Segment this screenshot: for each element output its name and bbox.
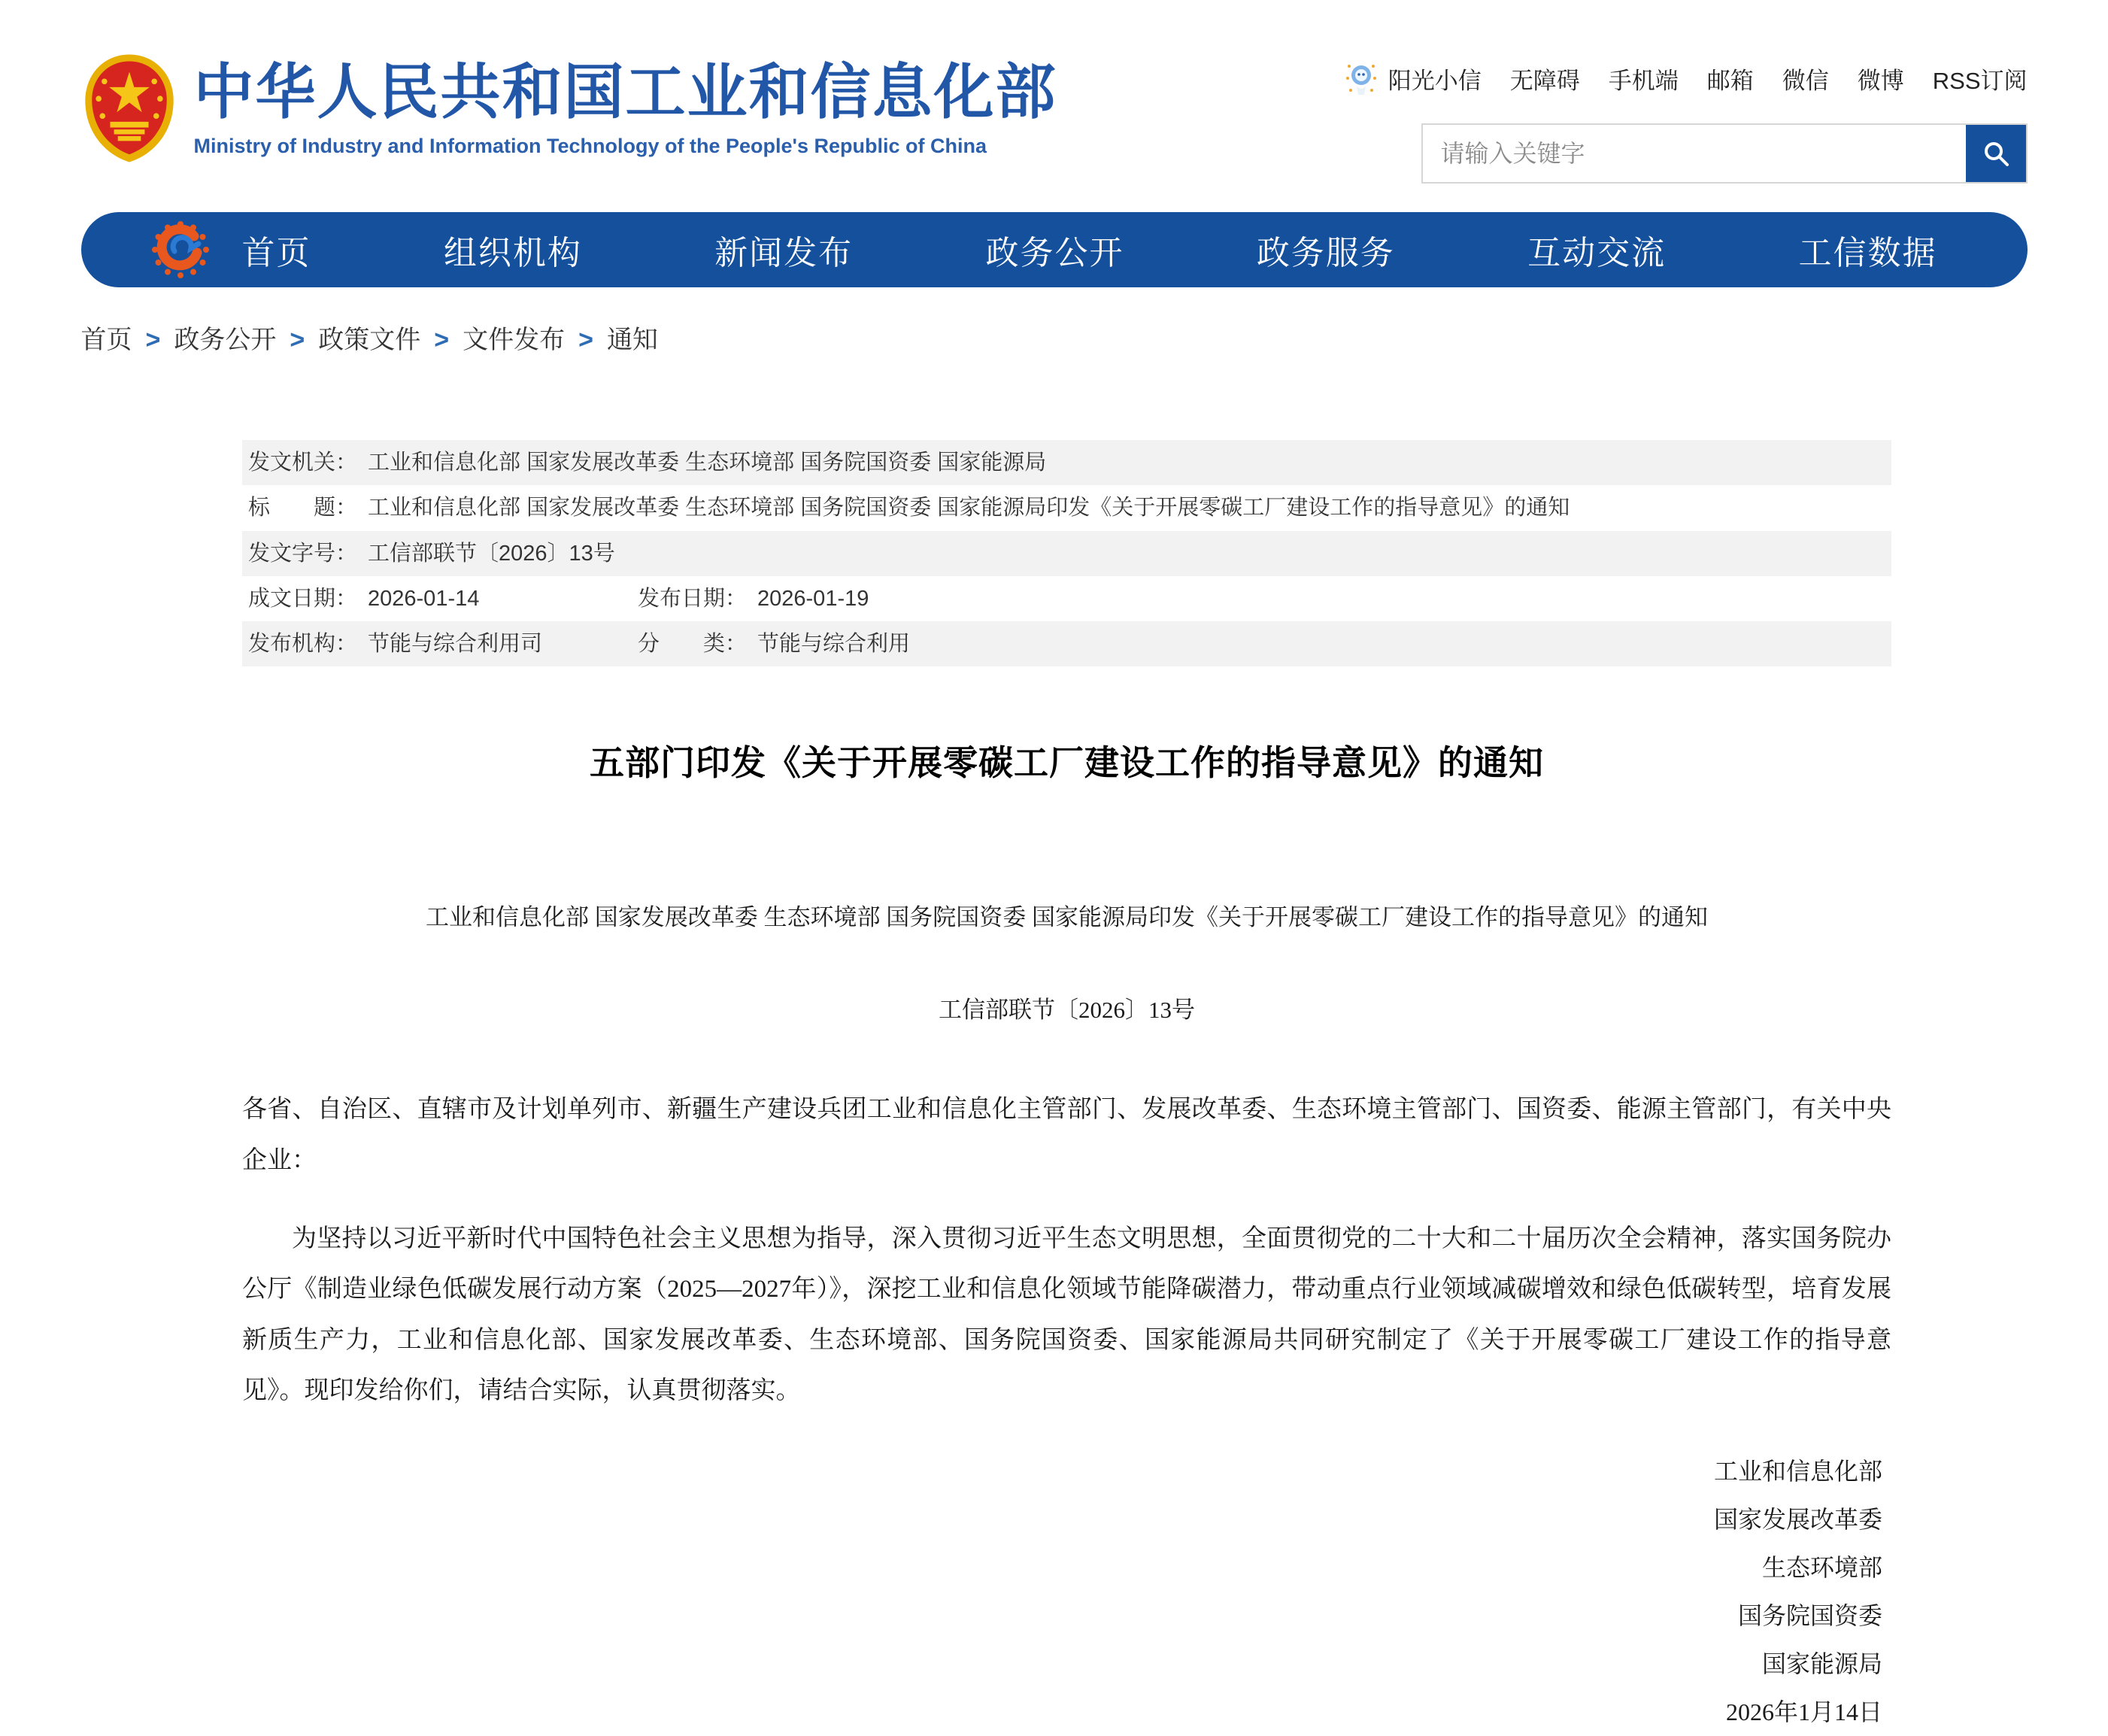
breadcrumb-file-release[interactable]: > 文件发布 [420, 319, 565, 356]
meta-label: 发文机关： [248, 451, 358, 475]
meta-label: 成文日期： [248, 586, 358, 611]
meta-cell-publish-date [638, 585, 869, 612]
meta-value: 节能与综合利用 [757, 632, 911, 656]
nav-item-miit-data[interactable]: 工信数据 [1798, 235, 1937, 272]
document-number: 工信部联节〔2026〕13号 [939, 997, 1195, 1024]
meta-cell-category [638, 630, 910, 657]
meta-row-doc-number [242, 531, 1891, 576]
signature-line: 国务院国资委 [1737, 1602, 1882, 1630]
meta-value: 2026-01-14 [368, 586, 480, 611]
mascot-icon [1345, 60, 1378, 96]
meta-label: 发文字号： [248, 541, 358, 566]
site-title-cn: 中华人民共和国工业和信息化部 [193, 58, 1057, 126]
utility-link-mail[interactable]: 邮箱 [1706, 67, 1754, 94]
utility-links [1345, 60, 2028, 96]
breadcrumb-home[interactable]: 首页 [80, 326, 132, 354]
search-button[interactable] [1966, 125, 2026, 182]
national-emblem-icon [81, 53, 177, 164]
nav-item-gov-service[interactable]: 政务服务 [1256, 235, 1395, 272]
meta-value: 工信部联节〔2026〕13号 [368, 541, 615, 566]
document-title: 五部门印发《关于开展零碳工厂建设工作的指导意见》的通知 [590, 743, 1544, 783]
document-meta-table [242, 440, 1891, 666]
utility-link-weibo[interactable]: 微博 [1857, 67, 1904, 94]
breadcrumb-policy-files[interactable]: > 政策文件 [276, 319, 420, 356]
utility-link-accessibility[interactable]: 无障碍 [1509, 67, 1580, 94]
signature-line: 工业和信息化部 [1713, 1458, 1882, 1486]
utility-link-wechat[interactable]: 微信 [1782, 67, 1829, 94]
search-box [1421, 123, 2028, 184]
search-icon [1980, 138, 2012, 169]
header-right [1345, 53, 2028, 184]
utility-link-rss[interactable]: RSS订阅 [1932, 67, 2028, 94]
meta-row-dates [242, 576, 1891, 621]
utility-link-sunshine[interactable]: 阳光小信 [1388, 67, 1482, 94]
signature-line: 生态环境部 [1761, 1554, 1882, 1582]
meta-value: 2026-01-19 [757, 586, 869, 611]
meta-row-publisher-category [242, 621, 1891, 666]
signature-block [242, 1447, 1891, 1736]
signature-date: 2026年1月14日 [1725, 1698, 1882, 1726]
nav-item-interaction[interactable]: 互动交流 [1527, 235, 1667, 272]
breadcrumb [81, 319, 2028, 356]
meta-value: 工业和信息化部 国家发展改革委 生态环境部 国务院国资委 国家能源局 [368, 451, 1047, 475]
nav-item-gov-open[interactable]: 政务公开 [985, 235, 1124, 272]
nav-item-news[interactable]: 新闻发布 [714, 235, 854, 272]
meta-row-issuing-agency [242, 440, 1891, 485]
main-nav [81, 212, 2028, 287]
breadcrumb-current: > 通知 [565, 319, 658, 356]
document-body [242, 1085, 1891, 1417]
meta-value: 工业和信息化部 国家发展改革委 生态环境部 国务院国资委 国家能源局印发《关于开展零碳工厂建设工作的指导意见》的通知 [368, 496, 1570, 520]
signature-line: 国家发展改革委 [1713, 1506, 1882, 1534]
meta-row-title [242, 485, 1891, 530]
document-content [242, 440, 1891, 1736]
site-header [81, 0, 2028, 184]
document-subtitle: 工业和信息化部 国家发展改革委 生态环境部 国务院国资委 国家能源局印发《关于开展零碳工厂建设工作的指导意见》的通知 [426, 904, 1708, 931]
utility-link-mobile[interactable]: 手机端 [1608, 67, 1679, 94]
meta-label: 标 题： [248, 496, 358, 520]
meta-cell-written-date [248, 585, 638, 612]
meta-cell-publisher [248, 630, 638, 657]
signature-line: 国家能源局 [1761, 1650, 1882, 1678]
meta-value: 节能与综合利用司 [368, 632, 543, 656]
miit-gear-logo-icon [149, 218, 212, 281]
nav-items [242, 226, 1937, 274]
paragraph-addressees: 各省、自治区、直辖市及计划单列市、新疆生产建设兵团工业和信息化主管部门、发展改革委、生态环境主管部门、国资委、能源主管部门，有关中央企业： [242, 1096, 1891, 1174]
nav-item-home[interactable]: 首页 [241, 235, 311, 272]
meta-label: 分 类： [638, 632, 748, 656]
meta-label: 发布日期： [638, 586, 748, 611]
site-logo-link[interactable] [81, 53, 1057, 164]
site-title-en: Ministry of Industry and Information Technology of the People's Republic of China [193, 134, 987, 157]
search-input[interactable] [1423, 125, 1966, 182]
brand-text [194, 59, 1057, 158]
paragraph-main: 为坚持以习近平新时代中国特色社会主义思想为指导，深入贯彻习近平生态文明思想，全面贯彻党的二十大和二十届历次全会精神，落实国务院办公厅《制造业绿色低碳发展行动方案（2025—2027年）》，深挖工业和信息化领域节能降碳潜力，带动重点行业领域减碳增效和绿色低碳转型，培育发展新质生产力，工业和信息化部、国家发展改革委、生态环境部、国务院国资委、国家能源局共同研究制定了《关于开展零碳工厂建设工作的指导意见》。现印发给你们，请结合实际，认真贯彻落实。 [242, 1225, 1891, 1405]
nav-item-organization[interactable]: 组织机构 [443, 235, 582, 272]
meta-label: 发布机构： [248, 632, 358, 656]
breadcrumb-gov-open[interactable]: > 政务公开 [132, 319, 277, 356]
